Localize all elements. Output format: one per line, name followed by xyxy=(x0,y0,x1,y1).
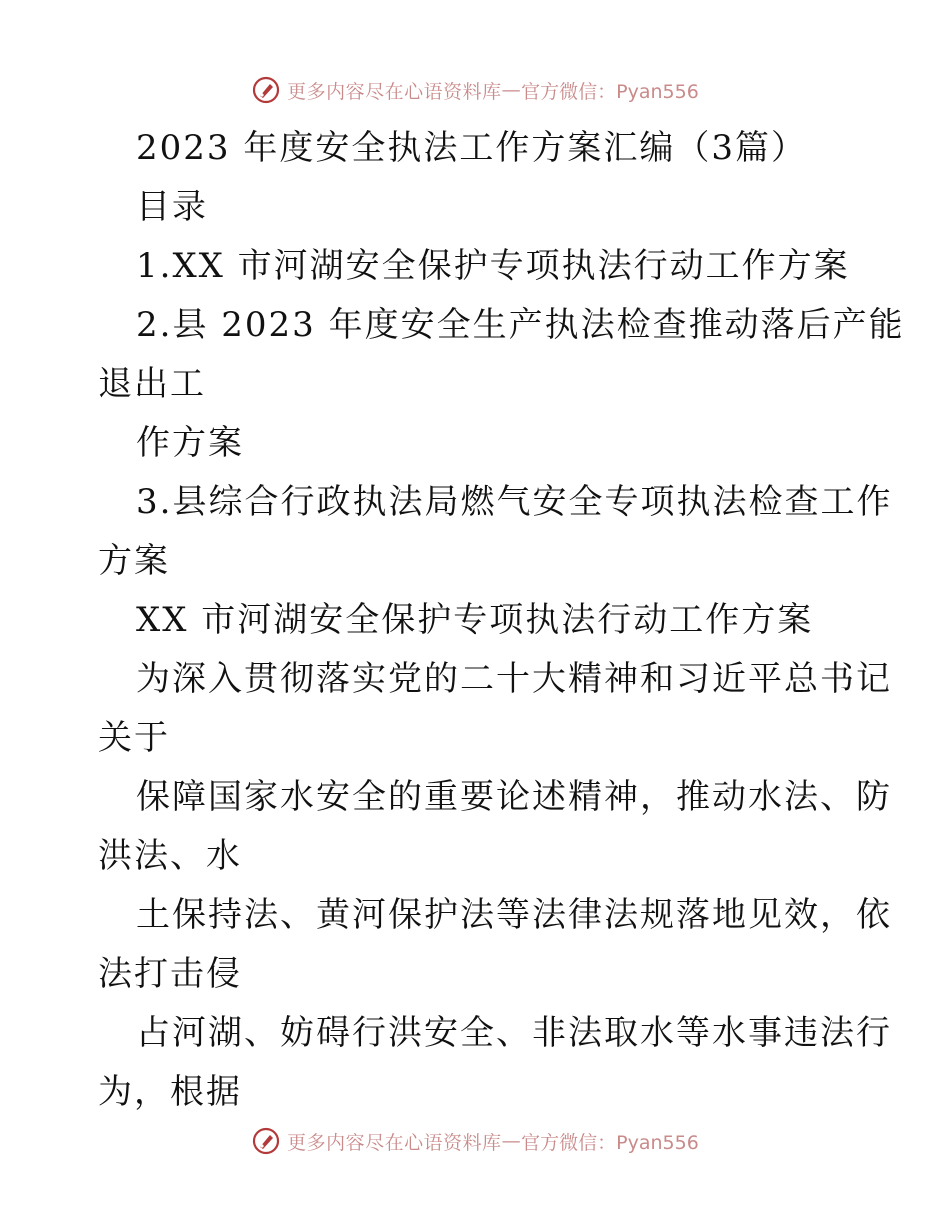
watermark-main-text: 更多内容尽在心语资料库 xyxy=(287,80,502,103)
toc-item-2: 2.县 2023 年度安全生产执法检查推动落后产能 xyxy=(136,305,905,345)
paragraph-line: 占河湖、妨碍行洪安全、非法取水等水事违法行 xyxy=(136,1013,892,1053)
paragraph-line: 土保持法、黄河保护法等法律法规落地见效，依 xyxy=(136,895,892,935)
watermark-dash: — xyxy=(501,79,522,101)
watermark-dash: — xyxy=(501,1130,522,1152)
footer-watermark xyxy=(0,1123,950,1159)
toc-item-2-cont: 退出工 xyxy=(98,364,206,404)
pen-nib-logo-icon xyxy=(251,1126,281,1156)
document-title: 2023 年度安全执法工作方案汇编（3篇） xyxy=(136,128,807,168)
toc-item-3: 3.县综合行政执法局燃气安全专项执法检查工作 xyxy=(136,482,893,522)
watermark-main-text: 更多内容尽在心语资料库 xyxy=(287,1131,502,1154)
paragraph-line: 为深入贯彻落实党的二十大精神和习近平总书记 xyxy=(136,659,892,699)
watermark-sub-text: 官方微信：Pyan556 xyxy=(521,80,699,103)
paragraph-line: 洪法、水 xyxy=(98,836,242,876)
watermark-sub-text: 官方微信：Pyan556 xyxy=(521,1131,699,1154)
section-title: XX 市河湖安全保护专项执法行动工作方案 xyxy=(136,600,814,640)
toc-item-1: 1.XX 市河湖安全保护专项执法行动工作方案 xyxy=(136,246,850,286)
paragraph-line: 为，根据 xyxy=(98,1072,242,1112)
toc-item-2-cont2: 作方案 xyxy=(136,423,244,463)
toc-item-3-cont: 方案 xyxy=(98,541,170,581)
paragraph-line: 法打击侵 xyxy=(98,954,242,994)
header-watermark xyxy=(0,72,950,108)
toc-heading: 目录 xyxy=(136,187,208,227)
paragraph-line: 保障国家水安全的重要论述精神，推动水法、防 xyxy=(136,777,892,817)
paragraph-line: 关于 xyxy=(98,718,170,758)
pen-nib-logo-icon xyxy=(251,75,281,105)
